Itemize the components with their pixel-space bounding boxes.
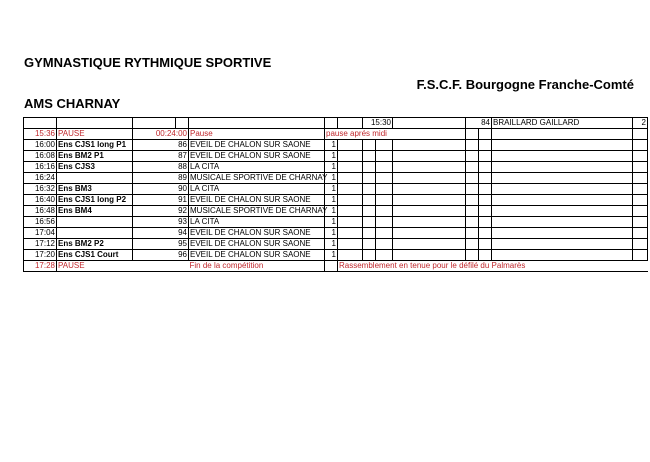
table-cell — [466, 239, 479, 250]
top-row — [24, 118, 648, 129]
table-cell — [363, 239, 376, 250]
table-cell — [338, 250, 363, 261]
table-cell — [363, 162, 376, 173]
table-cell — [466, 184, 479, 195]
table-cell — [492, 228, 633, 239]
table-cell — [492, 250, 633, 261]
table-cell — [393, 140, 466, 151]
table-cell — [363, 173, 376, 184]
table-cell — [376, 195, 393, 206]
row-club: EVEIL DE CHALON SUR SAONE — [189, 250, 325, 261]
table-cell — [479, 162, 492, 173]
row-team: Ens CJS1 long P1 — [57, 140, 133, 151]
row-team: Ens CJS3 — [57, 162, 133, 173]
table-cell — [479, 217, 492, 228]
table-row — [24, 195, 648, 206]
row-empty — [133, 250, 176, 261]
table-cell — [363, 217, 376, 228]
row-count: 1 — [325, 217, 338, 228]
table-row — [24, 184, 648, 195]
table-cell — [376, 151, 393, 162]
table-cell — [338, 140, 363, 151]
row-empty — [133, 228, 176, 239]
final-gap — [325, 261, 338, 272]
table-row — [24, 228, 648, 239]
table-cell — [633, 228, 648, 239]
row-club: EVEIL DE CHALON SUR SAONE — [189, 195, 325, 206]
table-cell — [363, 184, 376, 195]
row-time: 16:32 — [24, 184, 57, 195]
table-cell — [363, 151, 376, 162]
table-cell — [633, 239, 648, 250]
table-cell — [633, 250, 648, 261]
table-cell — [376, 162, 393, 173]
table-cell — [338, 162, 363, 173]
table-cell — [633, 217, 648, 228]
table-cell — [376, 217, 393, 228]
table-cell — [479, 228, 492, 239]
row-count: 1 — [325, 195, 338, 206]
row-time: 17:12 — [24, 239, 57, 250]
table-cell — [376, 228, 393, 239]
row-time: 16:16 — [24, 162, 57, 173]
top-count: 2 — [633, 118, 648, 129]
table-cell — [393, 162, 466, 173]
final-time: 17:28 — [24, 261, 57, 272]
table-cell — [479, 184, 492, 195]
table-cell — [492, 239, 633, 250]
table-cell — [393, 250, 466, 261]
row-time: 16:48 — [24, 206, 57, 217]
row-empty — [133, 151, 176, 162]
row-time: 16:08 — [24, 151, 57, 162]
row-club: EVEIL DE CHALON SUR SAONE — [189, 228, 325, 239]
schedule-table — [23, 117, 648, 272]
final-row — [24, 261, 648, 272]
table-row — [24, 162, 648, 173]
row-time: 17:04 — [24, 228, 57, 239]
row-club: EVEIL DE CHALON SUR SAONE — [189, 239, 325, 250]
top-time: 15:30 — [363, 118, 393, 129]
pause-label: PAUSE — [57, 129, 133, 140]
row-time: 17:20 — [24, 250, 57, 261]
row-count: 1 — [325, 250, 338, 261]
table-cell — [466, 140, 479, 151]
table-cell — [393, 173, 466, 184]
table-cell — [338, 217, 363, 228]
club-name: AMS CHARNAY — [24, 96, 121, 111]
row-count: 1 — [325, 239, 338, 250]
table-cell — [479, 140, 492, 151]
table-cell — [479, 239, 492, 250]
table-cell — [338, 184, 363, 195]
table-cell — [492, 217, 633, 228]
row-empty — [133, 239, 176, 250]
table-cell — [393, 239, 466, 250]
table-cell — [393, 228, 466, 239]
table-cell — [492, 206, 633, 217]
pause-duration: 00:24:00 — [133, 129, 189, 140]
table-cell — [376, 184, 393, 195]
table-cell — [363, 140, 376, 151]
table-cell — [363, 195, 376, 206]
row-empty — [133, 173, 176, 184]
table-cell — [492, 162, 633, 173]
top-number: 84 — [466, 118, 492, 129]
row-club: LA CITA — [189, 184, 325, 195]
row-club: EVEIL DE CHALON SUR SAONE — [189, 140, 325, 151]
final-note: Rassemblement en tenue pour le défilé du Palmarès — [338, 261, 648, 272]
row-number: 94 — [176, 228, 189, 239]
table-cell — [479, 151, 492, 162]
top-name: BRAILLARD GAILLARD — [492, 118, 633, 129]
table-row — [24, 239, 648, 250]
row-count: 1 — [325, 173, 338, 184]
final-text: Fin de la compétition — [189, 261, 325, 272]
table-cell — [492, 195, 633, 206]
pause-time: 15:36 — [24, 129, 57, 140]
table-cell — [376, 239, 393, 250]
row-team: Ens BM4 — [57, 206, 133, 217]
table-cell — [393, 206, 466, 217]
row-number: 92 — [176, 206, 189, 217]
row-team: Ens BM3 — [57, 184, 133, 195]
table-cell — [338, 195, 363, 206]
table-cell — [633, 140, 648, 151]
table-row — [24, 250, 648, 261]
table-row — [24, 206, 648, 217]
row-time: 16:00 — [24, 140, 57, 151]
table-row — [24, 151, 648, 162]
final-label: PAUSE — [57, 261, 133, 272]
table-cell — [363, 206, 376, 217]
row-count: 1 — [325, 184, 338, 195]
final-gap — [133, 261, 176, 272]
row-club: LA CITA — [189, 217, 325, 228]
row-empty — [133, 195, 176, 206]
row-empty — [133, 184, 176, 195]
table-cell — [466, 250, 479, 261]
table-row — [24, 140, 648, 151]
table-cell — [479, 250, 492, 261]
table-cell — [338, 151, 363, 162]
table-cell — [338, 173, 363, 184]
row-team — [57, 228, 133, 239]
table-cell — [466, 173, 479, 184]
row-club: EVEIL DE CHALON SUR SAONE — [189, 151, 325, 162]
table-cell — [633, 173, 648, 184]
row-number: 88 — [176, 162, 189, 173]
table-cell — [393, 184, 466, 195]
table-cell — [633, 195, 648, 206]
table-row — [24, 217, 648, 228]
table-cell — [466, 195, 479, 206]
row-count: 1 — [325, 228, 338, 239]
row-number: 87 — [176, 151, 189, 162]
table-cell — [338, 228, 363, 239]
row-team: Ens BM2 P1 — [57, 151, 133, 162]
table-cell — [393, 217, 466, 228]
page-title: GYMNASTIQUE RYTHMIQUE SPORTIVE — [24, 55, 272, 70]
pause-text: Pause — [189, 129, 325, 140]
table-cell — [466, 228, 479, 239]
table-cell — [338, 239, 363, 250]
table-cell — [376, 140, 393, 151]
table-cell — [376, 250, 393, 261]
row-time: 16:24 — [24, 173, 57, 184]
row-time: 16:56 — [24, 217, 57, 228]
row-count: 1 — [325, 162, 338, 173]
table-cell — [479, 195, 492, 206]
row-count: 1 — [325, 140, 338, 151]
row-club: LA CITA — [189, 162, 325, 173]
row-count: 1 — [325, 206, 338, 217]
table-cell — [466, 162, 479, 173]
table-cell — [393, 151, 466, 162]
row-empty — [133, 162, 176, 173]
table-cell — [633, 162, 648, 173]
row-number: 95 — [176, 239, 189, 250]
federation-name: F.S.C.F. Bourgogne Franche-Comté — [416, 77, 634, 92]
table-cell — [492, 151, 633, 162]
table-cell — [633, 184, 648, 195]
row-team: Ens CJS1 Court — [57, 250, 133, 261]
final-gap — [176, 261, 189, 272]
table-cell — [376, 206, 393, 217]
row-number: 86 — [176, 140, 189, 151]
table-cell — [479, 206, 492, 217]
table-row — [24, 173, 648, 184]
table-cell — [363, 250, 376, 261]
row-empty — [133, 140, 176, 151]
table-cell — [338, 206, 363, 217]
table-cell — [393, 195, 466, 206]
row-empty — [133, 206, 176, 217]
table-cell — [466, 151, 479, 162]
row-team — [57, 217, 133, 228]
pause-row — [24, 129, 648, 140]
table-cell — [633, 151, 648, 162]
table-cell — [492, 173, 633, 184]
schedule-body — [24, 118, 648, 272]
table-cell — [633, 206, 648, 217]
table-cell — [492, 184, 633, 195]
table-cell — [466, 206, 479, 217]
pause-note: pause aprés midi — [325, 129, 466, 140]
row-number: 90 — [176, 184, 189, 195]
row-team: Ens BM2 P2 — [57, 239, 133, 250]
table-cell — [466, 217, 479, 228]
row-club: MUSICALE SPORTIVE DE CHARNAY — [190, 173, 328, 182]
table-cell — [492, 140, 633, 151]
table-cell — [479, 173, 492, 184]
row-number: 93 — [176, 217, 189, 228]
table-cell — [376, 173, 393, 184]
row-number: 96 — [176, 250, 189, 261]
row-team — [57, 173, 133, 184]
row-count: 1 — [325, 151, 338, 162]
row-team: Ens CJS1 long P2 — [57, 195, 133, 206]
table-cell — [363, 228, 376, 239]
row-club: MUSICALE SPORTIVE DE CHARNAY — [190, 206, 328, 215]
row-time: 16:40 — [24, 195, 57, 206]
row-number: 89 — [176, 173, 189, 184]
row-empty — [133, 217, 176, 228]
row-number: 91 — [176, 195, 189, 206]
